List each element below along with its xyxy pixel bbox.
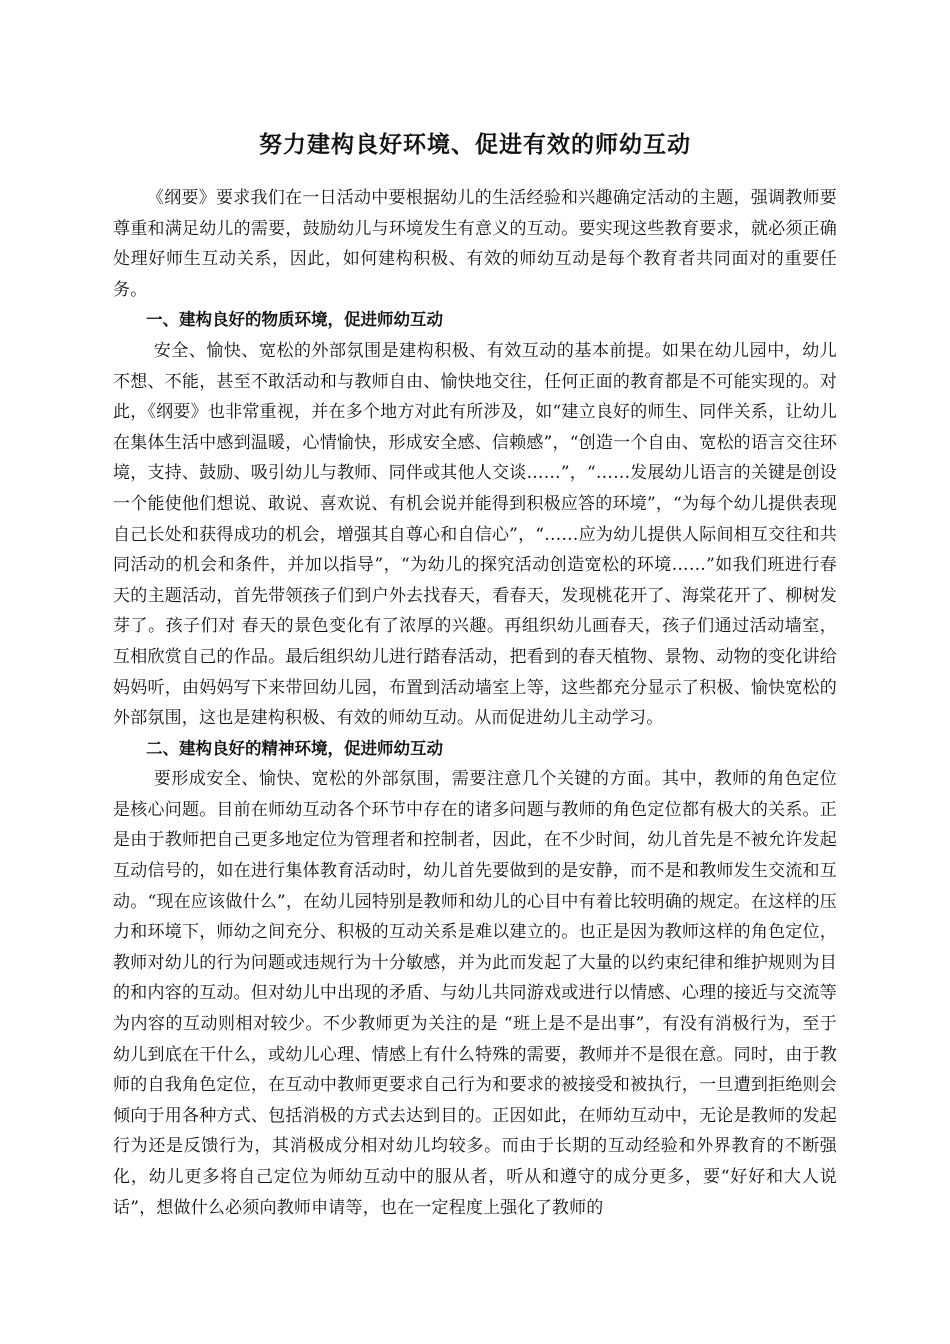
section-1-paragraph: 安全、愉快、宽松的外部氛围是建构积极、有效互动的基本前提。如果在幼儿园中，幼儿不想、不能，甚至不敢活动和与教师自由、愉快地交往，任何正面的教育都是不可能实现的。对此，《纲要》也非常重视，并在多个地方对此有所涉及，如“建立良好的师生、同伴关系，让幼儿在集体生活中感到温暖，心情愉快，形成安全感、信赖感”，“创造一个自由、宽松的语言交往环境，支持、鼓励、吸引幼儿与教师、同伴或其他人交谈……”，“……发展幼儿语言的关键是创设一个能使他们想说、敢说、喜欢说、有机会说并能得到积极应答的环境”，“为每个幼儿提供表现自己长处和获得成功的机会，增强其自尊心和自信心”，“……应为幼儿提供人际间相互交往和共同活动的机会和条件，并加以指导”，“为幼儿的探究活动创造宽松的环境……”如我们班进行春天的主题活动，首先带领孩子们到户外去找春天，看春天，发现桃花开了、海棠花开了、柳树发芽了。孩子们对 春天的景色变化有了浓厚的兴趣。再组织幼儿画春天，孩子们通过活动墙室，互相欣赏自己的作品。最后组织幼儿进行踏春活动，把看到的春天植物、景物、动物的变化讲给妈妈听，由妈妈写下来带回幼儿园，布置到活动墙室上等，这些都充分显示了积极、愉快宽松的外部氛围，这也是建构积极、有效的师幼互动。从而促进幼儿主动学习。 xyxy=(113,340,837,729)
section-2-heading: 二、建构良好的精神环境，促进师幼互动 xyxy=(146,738,443,758)
section-1-heading: 一、建构良好的物质环境，促进师幼互动 xyxy=(146,310,443,330)
section-2-paragraph: 要形成安全、愉快、宽松的外部氛围，需要注意几个关键的方面。其中，教师的角色定位是核心问题。目前在师幼互动各个环节中存在的诸多问题与教师的角色定位都有极大的关系。正是由于教师把自己更多地定位为管理者和控制者，因此，在不少时间，幼儿首先是不被允许发起互动信号的，如在进行集体教育活动时，幼儿首先要做到的是安静，而不是和教师发生交流和互动。“现在应该做什么”，在幼儿园特别是教师和幼儿的心目中有着比较明确的规定。在这样的压力和环境下，师幼之间充分、积极的互动关系是难以建立的。也正是因为教师这样的角色定位，教师对幼儿的行为问题或违规行为十分敏感，并为此而发起了大量的以约束纪律和维护规则为目的和内容的互动。但对幼儿中出现的矛盾、与幼儿共同游戏或进行以情感、心理的接近与交流等为内容的互动则相对较少。不少教师更为关注的是 “班上是不是出事”，有没有消极行为，至于幼儿到底在干什么，或幼儿心理、情感上有什么特殊的需要，教师并不是很在意。同时，由于教师的自我角色定位，在互动中教师更要求自己行为和要求的被接受和被执行，一旦遭到拒绝则会倾向于用各种方式、包括消极的方式去达到目的。正因如此，在师幼互动中，无论是教师的发起行为还是反馈行为，其消极成分相对幼儿均较多。而由于长期的互动经验和外界教育的不断强化，幼儿更多将自己定位为师幼互动中的服从者，听从和遵守的成分更多，要“好好和大人说话”，想做什么必须向教师申请等，也在一定程度上强化了教师的 xyxy=(113,769,837,1218)
document-title: 努力建构良好环境、促进有效的师幼互动 xyxy=(259,132,691,158)
document-body xyxy=(113,183,837,1223)
intro-paragraph: 《纲要》要求我们在一日活动中要根据幼儿的生活经验和兴趣确定活动的主题，强调教师要尊重和满足幼儿的需要，鼓励幼儿与环境发生有意义的互动。要实现这些教育要求，就必须正确处理好师生互动关系，因此，如何建构积极、有效的师幼互动是每个教育者共同面对的重要任务。 xyxy=(113,188,837,300)
